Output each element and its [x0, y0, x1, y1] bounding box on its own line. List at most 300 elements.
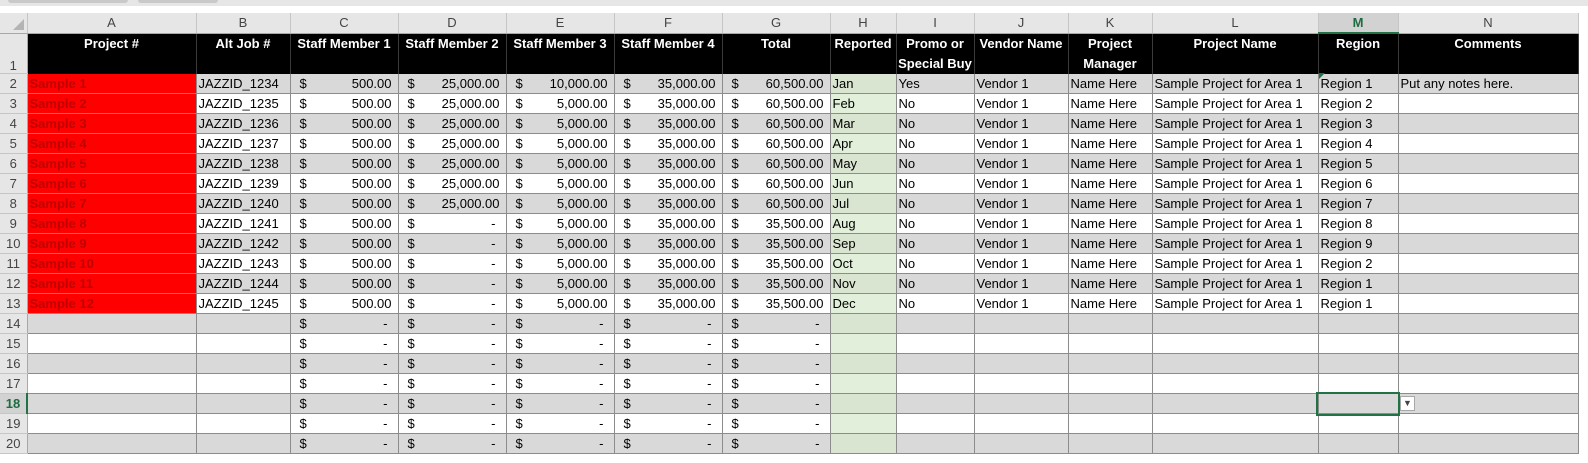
vendor-cell[interactable]	[974, 414, 1068, 434]
vendor-cell[interactable]: Vendor 1	[974, 294, 1068, 314]
header-cell[interactable]: Region	[1318, 33, 1398, 74]
project-name-cell[interactable]	[1152, 394, 1318, 414]
reported-cell[interactable]	[830, 334, 896, 354]
project-name-cell[interactable]: Sample Project for Area 1	[1152, 94, 1318, 114]
amount-cell[interactable]	[290, 234, 398, 254]
region-cell[interactable]: Region 7	[1318, 194, 1398, 214]
reported-cell[interactable]	[830, 434, 896, 454]
row-number[interactable]: 19	[0, 414, 27, 434]
amount-cell[interactable]	[722, 334, 830, 354]
row-number[interactable]: 17	[0, 374, 27, 394]
row-number[interactable]: 12	[0, 274, 27, 294]
vendor-cell[interactable]: Vendor 1	[974, 274, 1068, 294]
amount-cell[interactable]	[398, 334, 506, 354]
project-name-cell[interactable]: Sample Project for Area 1	[1152, 274, 1318, 294]
amount-cell[interactable]	[398, 234, 506, 254]
amount-cell[interactable]	[398, 294, 506, 314]
project-manager-cell[interactable]	[1068, 414, 1152, 434]
reported-cell[interactable]: Nov	[830, 274, 896, 294]
alt-job-cell[interactable]	[196, 434, 290, 454]
promo-cell[interactable]: Yes	[896, 74, 974, 94]
project-number-cell[interactable]	[27, 354, 196, 374]
amount-cell[interactable]	[398, 74, 506, 94]
column-header-k[interactable]: K	[1068, 13, 1152, 33]
project-manager-cell[interactable]: Name Here	[1068, 234, 1152, 254]
project-number-cell[interactable]	[27, 394, 196, 414]
header-cell[interactable]: Staff Member 1	[290, 33, 398, 74]
project-name-cell[interactable]: Sample Project for Area 1	[1152, 294, 1318, 314]
project-name-cell[interactable]	[1152, 414, 1318, 434]
amount-cell[interactable]	[614, 214, 722, 234]
header-cell[interactable]: Staff Member 2	[398, 33, 506, 74]
amount-cell[interactable]	[398, 434, 506, 454]
header-cell[interactable]: Alt Job #	[196, 33, 290, 74]
amount-cell[interactable]	[614, 354, 722, 374]
comments-cell[interactable]	[1398, 434, 1578, 454]
amount-cell[interactable]	[506, 214, 614, 234]
project-name-cell[interactable]: Sample Project for Area 1	[1152, 194, 1318, 214]
project-manager-cell[interactable]: Name Here	[1068, 294, 1152, 314]
amount-cell[interactable]	[506, 414, 614, 434]
amount-cell[interactable]	[290, 314, 398, 334]
vendor-cell[interactable]: Vendor 1	[974, 134, 1068, 154]
amount-cell[interactable]	[614, 434, 722, 454]
column-header-j[interactable]: J	[974, 13, 1068, 33]
comments-cell[interactable]	[1398, 174, 1578, 194]
amount-cell[interactable]	[722, 414, 830, 434]
amount-cell[interactable]	[614, 314, 722, 334]
reported-cell[interactable]: Apr	[830, 134, 896, 154]
amount-cell[interactable]	[722, 294, 830, 314]
amount-cell[interactable]	[290, 254, 398, 274]
project-manager-cell[interactable]: Name Here	[1068, 114, 1152, 134]
amount-cell[interactable]	[398, 414, 506, 434]
comments-cell[interactable]	[1398, 234, 1578, 254]
promo-cell[interactable]: No	[896, 154, 974, 174]
row-number[interactable]: 5	[0, 134, 27, 154]
amount-cell[interactable]	[290, 394, 398, 414]
amount-cell[interactable]	[398, 314, 506, 334]
amount-cell[interactable]	[506, 234, 614, 254]
comments-cell[interactable]: Put any notes here.	[1398, 74, 1578, 94]
region-cell[interactable]: Region 2	[1318, 94, 1398, 114]
project-name-cell[interactable]: Sample Project for Area 1	[1152, 254, 1318, 274]
promo-cell[interactable]	[896, 354, 974, 374]
row-number[interactable]: 3	[0, 94, 27, 114]
amount-cell[interactable]	[398, 354, 506, 374]
project-manager-cell[interactable]: Name Here	[1068, 194, 1152, 214]
row-number[interactable]: 7	[0, 174, 27, 194]
vendor-cell[interactable]	[974, 394, 1068, 414]
project-name-cell[interactable]: Sample Project for Area 1	[1152, 134, 1318, 154]
region-cell[interactable]: Region 2	[1318, 254, 1398, 274]
region-cell[interactable]: Region 9	[1318, 234, 1398, 254]
column-header-n[interactable]: N	[1398, 13, 1578, 33]
row-number[interactable]: 16	[0, 354, 27, 374]
amount-cell[interactable]	[722, 94, 830, 114]
amount-cell[interactable]	[290, 414, 398, 434]
region-cell[interactable]	[1318, 374, 1398, 394]
alt-job-cell[interactable]: JAZZID_1236	[196, 114, 290, 134]
amount-cell[interactable]	[290, 354, 398, 374]
amount-cell[interactable]	[614, 114, 722, 134]
region-cell[interactable]	[1318, 354, 1398, 374]
region-cell[interactable]	[1318, 414, 1398, 434]
vendor-cell[interactable]: Vendor 1	[974, 94, 1068, 114]
amount-cell[interactable]	[290, 434, 398, 454]
amount-cell[interactable]	[614, 194, 722, 214]
header-cell[interactable]: Vendor Name	[974, 33, 1068, 74]
amount-cell[interactable]	[722, 154, 830, 174]
promo-cell[interactable]: No	[896, 134, 974, 154]
amount-cell[interactable]	[398, 174, 506, 194]
amount-cell[interactable]	[614, 254, 722, 274]
amount-cell[interactable]	[506, 354, 614, 374]
row-number[interactable]: 14	[0, 314, 27, 334]
column-header-l[interactable]: L	[1152, 13, 1318, 33]
amount-cell[interactable]	[290, 154, 398, 174]
header-cell[interactable]: Project Name	[1152, 33, 1318, 74]
promo-cell[interactable]: No	[896, 274, 974, 294]
amount-cell[interactable]	[506, 94, 614, 114]
header-cell[interactable]: Comments	[1398, 33, 1578, 74]
project-name-cell[interactable]: Sample Project for Area 1	[1152, 174, 1318, 194]
promo-cell[interactable]	[896, 394, 974, 414]
region-cell[interactable]	[1318, 394, 1398, 414]
amount-cell[interactable]	[290, 74, 398, 94]
column-header-h[interactable]: H	[830, 13, 896, 33]
amount-cell[interactable]	[506, 254, 614, 274]
amount-cell[interactable]	[722, 314, 830, 334]
comments-cell[interactable]	[1398, 334, 1578, 354]
project-number-cell[interactable]: Sample 7	[27, 194, 196, 214]
vendor-cell[interactable]: Vendor 1	[974, 214, 1068, 234]
amount-cell[interactable]	[506, 114, 614, 134]
alt-job-cell[interactable]: JAZZID_1235	[196, 94, 290, 114]
amount-cell[interactable]	[290, 294, 398, 314]
project-number-cell[interactable]	[27, 414, 196, 434]
reported-cell[interactable]	[830, 314, 896, 334]
reported-cell[interactable]: Dec	[830, 294, 896, 314]
comments-cell[interactable]	[1398, 114, 1578, 134]
select-all-button[interactable]	[0, 13, 27, 33]
row-number[interactable]: 15	[0, 334, 27, 354]
row-number[interactable]: 8	[0, 194, 27, 214]
comments-cell[interactable]	[1398, 194, 1578, 214]
project-name-cell[interactable]: Sample Project for Area 1	[1152, 114, 1318, 134]
region-cell[interactable]	[1318, 314, 1398, 334]
header-cell[interactable]: Promo or Special Buy	[896, 33, 974, 74]
region-cell[interactable]: Region 8	[1318, 214, 1398, 234]
vendor-cell[interactable]	[974, 374, 1068, 394]
amount-cell[interactable]	[722, 274, 830, 294]
header-cell[interactable]: Staff Member 3	[506, 33, 614, 74]
amount-cell[interactable]	[722, 134, 830, 154]
amount-cell[interactable]	[506, 434, 614, 454]
region-cell[interactable]: Region 5	[1318, 154, 1398, 174]
comments-cell[interactable]	[1398, 314, 1578, 334]
amount-cell[interactable]	[614, 274, 722, 294]
amount-cell[interactable]	[722, 234, 830, 254]
project-number-cell[interactable]: Sample 2	[27, 94, 196, 114]
header-cell[interactable]: Project #	[27, 33, 196, 74]
alt-job-cell[interactable]	[196, 414, 290, 434]
column-header-f[interactable]: F	[614, 13, 722, 33]
project-number-cell[interactable]: Sample 8	[27, 214, 196, 234]
promo-cell[interactable]	[896, 374, 974, 394]
region-cell[interactable]: Region 1	[1318, 74, 1398, 94]
alt-job-cell[interactable]: JAZZID_1243	[196, 254, 290, 274]
amount-cell[interactable]	[506, 134, 614, 154]
amount-cell[interactable]	[722, 394, 830, 414]
amount-cell[interactable]	[398, 94, 506, 114]
column-header-e[interactable]: E	[506, 13, 614, 33]
header-cell[interactable]: Reported	[830, 33, 896, 74]
project-manager-cell[interactable]: Name Here	[1068, 174, 1152, 194]
vendor-cell[interactable]: Vendor 1	[974, 234, 1068, 254]
promo-cell[interactable]: No	[896, 254, 974, 274]
amount-cell[interactable]	[398, 214, 506, 234]
comments-cell[interactable]	[1398, 294, 1578, 314]
vendor-cell[interactable]	[974, 434, 1068, 454]
amount-cell[interactable]	[398, 374, 506, 394]
amount-cell[interactable]	[614, 94, 722, 114]
amount-cell[interactable]	[506, 314, 614, 334]
reported-cell[interactable]: Sep	[830, 234, 896, 254]
project-number-cell[interactable]: Sample 6	[27, 174, 196, 194]
amount-cell[interactable]	[506, 394, 614, 414]
project-manager-cell[interactable]: Name Here	[1068, 214, 1152, 234]
amount-cell[interactable]	[290, 274, 398, 294]
project-number-cell[interactable]	[27, 434, 196, 454]
header-cell[interactable]: Staff Member 4	[614, 33, 722, 74]
row-number[interactable]: 18	[0, 394, 27, 414]
amount-cell[interactable]	[290, 94, 398, 114]
amount-cell[interactable]	[506, 334, 614, 354]
project-name-cell[interactable]	[1152, 434, 1318, 454]
project-manager-cell[interactable]: Name Here	[1068, 74, 1152, 94]
comments-cell[interactable]	[1398, 394, 1578, 414]
row-number[interactable]: 1	[0, 33, 27, 74]
region-cell[interactable]	[1318, 434, 1398, 454]
comments-cell[interactable]	[1398, 94, 1578, 114]
row-number[interactable]: 20	[0, 434, 27, 454]
project-name-cell[interactable]	[1152, 314, 1318, 334]
region-cell[interactable]: Region 1	[1318, 274, 1398, 294]
project-number-cell[interactable]: Sample 1	[27, 74, 196, 94]
comments-cell[interactable]	[1398, 374, 1578, 394]
amount-cell[interactable]	[614, 414, 722, 434]
amount-cell[interactable]	[398, 254, 506, 274]
region-cell[interactable]: Region 3	[1318, 114, 1398, 134]
amount-cell[interactable]	[506, 274, 614, 294]
promo-cell[interactable]: No	[896, 94, 974, 114]
amount-cell[interactable]	[506, 154, 614, 174]
amount-cell[interactable]	[722, 74, 830, 94]
amount-cell[interactable]	[614, 174, 722, 194]
project-number-cell[interactable]: Sample 4	[27, 134, 196, 154]
project-manager-cell[interactable]	[1068, 374, 1152, 394]
promo-cell[interactable]	[896, 314, 974, 334]
promo-cell[interactable]: No	[896, 114, 974, 134]
project-name-cell[interactable]	[1152, 374, 1318, 394]
comments-cell[interactable]	[1398, 414, 1578, 434]
project-name-cell[interactable]: Sample Project for Area 1	[1152, 154, 1318, 174]
reported-cell[interactable]: Oct	[830, 254, 896, 274]
row-number[interactable]: 13	[0, 294, 27, 314]
region-cell[interactable]: Region 6	[1318, 174, 1398, 194]
column-header-c[interactable]: C	[290, 13, 398, 33]
vendor-cell[interactable]	[974, 314, 1068, 334]
amount-cell[interactable]	[290, 374, 398, 394]
amount-cell[interactable]	[506, 374, 614, 394]
project-name-cell[interactable]: Sample Project for Area 1	[1152, 234, 1318, 254]
project-name-cell[interactable]	[1152, 334, 1318, 354]
amount-cell[interactable]	[398, 114, 506, 134]
amount-cell[interactable]	[398, 134, 506, 154]
reported-cell[interactable]: Mar	[830, 114, 896, 134]
region-cell[interactable]	[1318, 334, 1398, 354]
amount-cell[interactable]	[722, 434, 830, 454]
amount-cell[interactable]	[614, 134, 722, 154]
project-manager-cell[interactable]	[1068, 434, 1152, 454]
row-number[interactable]: 10	[0, 234, 27, 254]
reported-cell[interactable]: Feb	[830, 94, 896, 114]
amount-cell[interactable]	[722, 374, 830, 394]
project-number-cell[interactable]	[27, 334, 196, 354]
reported-cell[interactable]: Jan	[830, 74, 896, 94]
row-number[interactable]: 11	[0, 254, 27, 274]
comments-cell[interactable]	[1398, 354, 1578, 374]
alt-job-cell[interactable]: JAZZID_1242	[196, 234, 290, 254]
comments-cell[interactable]	[1398, 254, 1578, 274]
amount-cell[interactable]	[290, 334, 398, 354]
amount-cell[interactable]	[290, 214, 398, 234]
vendor-cell[interactable]	[974, 354, 1068, 374]
project-number-cell[interactable]	[27, 374, 196, 394]
alt-job-cell[interactable]	[196, 334, 290, 354]
reported-cell[interactable]: Aug	[830, 214, 896, 234]
comments-cell[interactable]	[1398, 214, 1578, 234]
promo-cell[interactable]: No	[896, 194, 974, 214]
amount-cell[interactable]	[722, 254, 830, 274]
alt-job-cell[interactable]: JAZZID_1237	[196, 134, 290, 154]
project-number-cell[interactable]: Sample 3	[27, 114, 196, 134]
amount-cell[interactable]	[290, 174, 398, 194]
alt-job-cell[interactable]: JAZZID_1241	[196, 214, 290, 234]
amount-cell[interactable]	[614, 154, 722, 174]
alt-job-cell[interactable]: JAZZID_1239	[196, 174, 290, 194]
promo-cell[interactable]	[896, 434, 974, 454]
amount-cell[interactable]	[614, 294, 722, 314]
amount-cell[interactable]	[614, 234, 722, 254]
project-manager-cell[interactable]: Name Here	[1068, 274, 1152, 294]
project-manager-cell[interactable]: Name Here	[1068, 254, 1152, 274]
project-number-cell[interactable]: Sample 11	[27, 274, 196, 294]
amount-cell[interactable]	[506, 294, 614, 314]
promo-cell[interactable]	[896, 334, 974, 354]
amount-cell[interactable]	[506, 74, 614, 94]
project-manager-cell[interactable]: Name Here	[1068, 94, 1152, 114]
project-manager-cell[interactable]	[1068, 394, 1152, 414]
alt-job-cell[interactable]: JAZZID_1238	[196, 154, 290, 174]
comments-cell[interactable]	[1398, 134, 1578, 154]
reported-cell[interactable]: Jun	[830, 174, 896, 194]
project-number-cell[interactable]	[27, 314, 196, 334]
project-manager-cell[interactable]	[1068, 334, 1152, 354]
region-cell[interactable]: Region 4	[1318, 134, 1398, 154]
project-manager-cell[interactable]	[1068, 354, 1152, 374]
promo-cell[interactable]: No	[896, 214, 974, 234]
row-number[interactable]: 4	[0, 114, 27, 134]
header-cell[interactable]: Project Manager	[1068, 33, 1152, 74]
vendor-cell[interactable]	[974, 334, 1068, 354]
amount-cell[interactable]	[506, 174, 614, 194]
reported-cell[interactable]	[830, 374, 896, 394]
vendor-cell[interactable]: Vendor 1	[974, 114, 1068, 134]
reported-cell[interactable]	[830, 414, 896, 434]
amount-cell[interactable]	[398, 154, 506, 174]
alt-job-cell[interactable]	[196, 394, 290, 414]
alt-job-cell[interactable]: JAZZID_1244	[196, 274, 290, 294]
project-manager-cell[interactable]: Name Here	[1068, 134, 1152, 154]
vendor-cell[interactable]: Vendor 1	[974, 194, 1068, 214]
row-number[interactable]: 2	[0, 74, 27, 94]
amount-cell[interactable]	[614, 74, 722, 94]
cell-dropdown-button[interactable]	[1400, 396, 1415, 411]
column-header-i[interactable]: I	[896, 13, 974, 33]
vendor-cell[interactable]: Vendor 1	[974, 174, 1068, 194]
project-number-cell[interactable]: Sample 9	[27, 234, 196, 254]
promo-cell[interactable]: No	[896, 174, 974, 194]
amount-cell[interactable]	[722, 174, 830, 194]
vendor-cell[interactable]: Vendor 1	[974, 74, 1068, 94]
alt-job-cell[interactable]: JAZZID_1234	[196, 74, 290, 94]
project-number-cell[interactable]: Sample 5	[27, 154, 196, 174]
amount-cell[interactable]	[398, 274, 506, 294]
column-header-b[interactable]: B	[196, 13, 290, 33]
amount-cell[interactable]	[722, 354, 830, 374]
project-name-cell[interactable]: Sample Project for Area 1	[1152, 214, 1318, 234]
alt-job-cell[interactable]: JAZZID_1240	[196, 194, 290, 214]
reported-cell[interactable]	[830, 354, 896, 374]
amount-cell[interactable]	[398, 394, 506, 414]
reported-cell[interactable]: Jul	[830, 194, 896, 214]
amount-cell[interactable]	[614, 374, 722, 394]
comments-cell[interactable]	[1398, 274, 1578, 294]
vendor-cell[interactable]: Vendor 1	[974, 154, 1068, 174]
vendor-cell[interactable]: Vendor 1	[974, 254, 1068, 274]
project-number-cell[interactable]: Sample 10	[27, 254, 196, 274]
column-header-a[interactable]: A	[27, 13, 196, 33]
reported-cell[interactable]: May	[830, 154, 896, 174]
alt-job-cell[interactable]: JAZZID_1245	[196, 294, 290, 314]
amount-cell[interactable]	[290, 114, 398, 134]
amount-cell[interactable]	[290, 134, 398, 154]
project-name-cell[interactable]: Sample Project for Area 1	[1152, 74, 1318, 94]
alt-job-cell[interactable]	[196, 374, 290, 394]
amount-cell[interactable]	[722, 114, 830, 134]
alt-job-cell[interactable]	[196, 314, 290, 334]
promo-cell[interactable]: No	[896, 294, 974, 314]
amount-cell[interactable]	[722, 194, 830, 214]
header-cell[interactable]: Total	[722, 33, 830, 74]
project-name-cell[interactable]	[1152, 354, 1318, 374]
project-number-cell[interactable]: Sample 12	[27, 294, 196, 314]
amount-cell[interactable]	[614, 334, 722, 354]
project-manager-cell[interactable]	[1068, 314, 1152, 334]
comments-cell[interactable]	[1398, 154, 1578, 174]
